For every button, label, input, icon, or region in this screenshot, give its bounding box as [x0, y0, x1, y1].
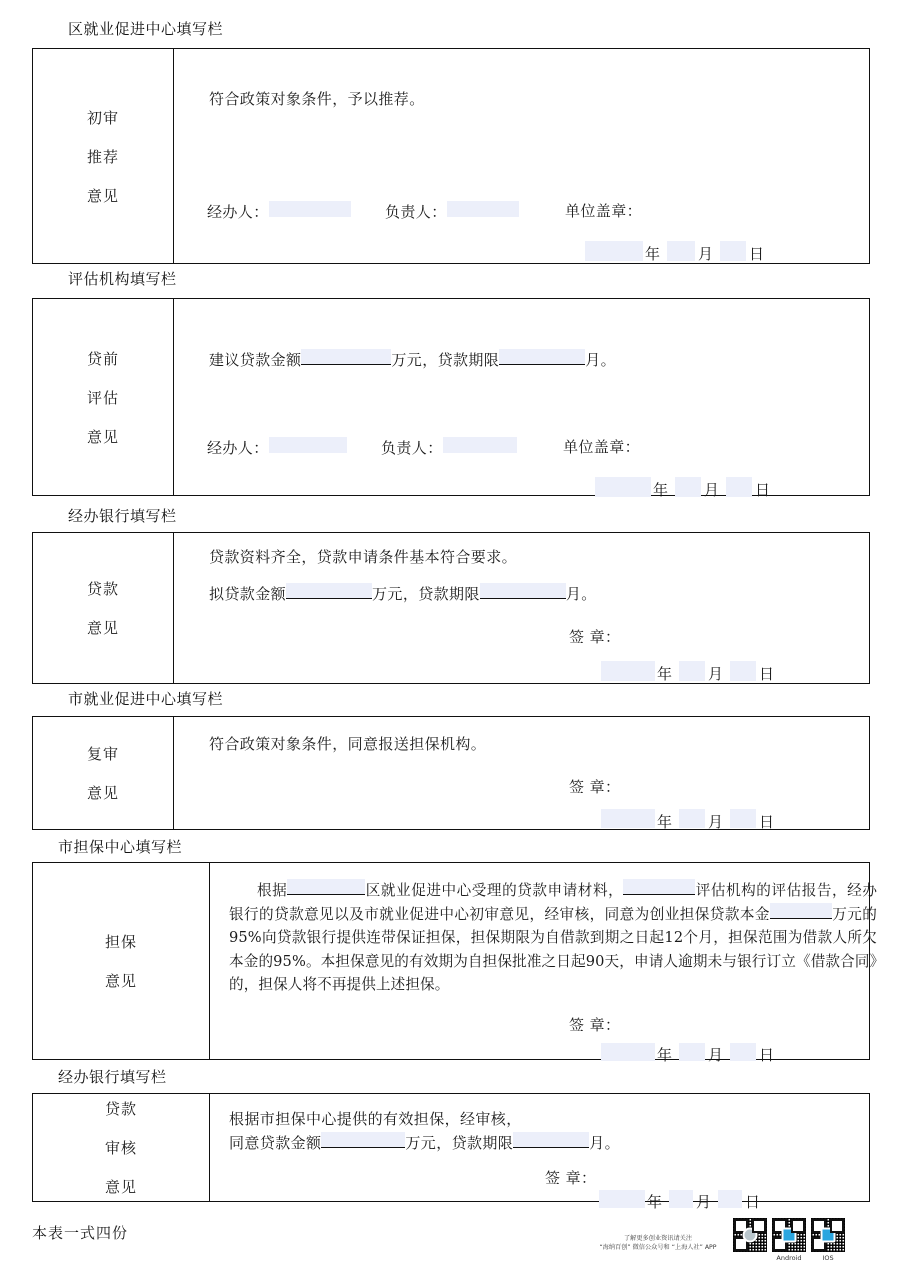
section-box-assessment-agency — [32, 298, 870, 499]
seal-label: 签 章： — [569, 1016, 621, 1034]
day-label: 日 — [759, 665, 775, 683]
guarantee-text-part4: 万元的95%向贷款银行提供连带保证担保，担保期限为自借款到期之日起12个月，担保范围为借款人所欠本金的95%。本担保意见的有效期为自担保批准之日起90天，申请人逾期未与银行订立《借款合同》的，担保人将不再提供上述担保。 — [229, 905, 877, 993]
operator-label: 经办人： — [207, 439, 269, 457]
qr-label-ios: IOS — [822, 1254, 834, 1262]
label-line: 评估 — [86, 388, 119, 407]
operator-input[interactable] — [269, 437, 347, 453]
approved-amount-unit: 万元，贷款期限 — [405, 1134, 514, 1152]
label-line: 意见 — [104, 1178, 137, 1196]
assessment-agency-input[interactable] — [623, 879, 695, 895]
section-box-city-guarantee-center — [32, 862, 878, 1064]
label-column-re-review — [33, 717, 173, 829]
proposed-amount-input[interactable] — [286, 583, 372, 599]
label-line: 初审 — [86, 108, 119, 127]
month-input[interactable] — [675, 477, 701, 497]
section-heading-handling-bank-opinion: 经办银行填写栏 — [68, 507, 177, 525]
label-column-initial-review — [33, 49, 173, 263]
day-label: 日 — [749, 245, 765, 263]
year-input[interactable] — [601, 1043, 655, 1061]
qr-label-android: Android — [776, 1254, 802, 1262]
approved-amount-prefix: 同意贷款金额 — [229, 1134, 322, 1152]
approved-amount-suffix: 月。 — [589, 1134, 621, 1152]
proposed-amount-prefix: 拟贷款金额 — [209, 585, 287, 603]
day-label: 日 — [745, 1193, 761, 1211]
seal-label: 签 章： — [569, 628, 621, 646]
month-input[interactable] — [679, 809, 705, 828]
unit-seal-label: 单位盖章： — [563, 438, 641, 456]
manager-input[interactable] — [447, 201, 519, 217]
section-heading-district-employment-center: 区就业促进中心填写栏 — [68, 20, 224, 38]
opinion-text-loan: 贷款资料齐全，贷款申请条件基本符合要求。 — [209, 548, 518, 566]
label-line: 担保 — [104, 933, 137, 951]
day-input[interactable] — [718, 1190, 742, 1208]
day-label: 日 — [759, 813, 775, 831]
guarantee-principal-input[interactable] — [770, 903, 832, 919]
section-heading-city-guarantee-center: 市担保中心填写栏 — [58, 838, 183, 856]
label-line: 意见 — [86, 427, 119, 446]
android-app-qr-icon[interactable] — [772, 1218, 806, 1252]
month-input[interactable] — [679, 1043, 705, 1061]
proposed-amount-suffix: 月。 — [565, 585, 597, 603]
manager-field-group — [381, 437, 517, 458]
month-label: 月 — [708, 813, 724, 831]
qr-item-wechat[interactable] — [733, 1218, 767, 1254]
column-divider — [173, 533, 174, 683]
district-name-input[interactable] — [287, 879, 365, 895]
label-column-loan-final-review — [33, 1094, 209, 1201]
seal-label: 签 章： — [545, 1169, 597, 1187]
label-line: 意见 — [104, 972, 137, 990]
year-input[interactable] — [595, 477, 651, 497]
day-input[interactable] — [720, 241, 746, 261]
column-divider — [173, 49, 174, 263]
proposed-amount-line — [209, 583, 597, 604]
loan-term-input[interactable] — [499, 349, 585, 365]
guarantee-text-part1: 根据 — [257, 882, 288, 899]
unit-seal-label: 单位盖章： — [565, 202, 643, 220]
seal-label: 签 章： — [569, 778, 621, 796]
promo-line-1: 了解更多创业资讯请关注 — [623, 1235, 693, 1242]
ios-app-qr-icon[interactable] — [811, 1218, 845, 1252]
month-input[interactable] — [669, 1190, 693, 1208]
month-label: 月 — [704, 481, 720, 499]
month-label: 月 — [698, 245, 714, 263]
guarantee-opinion-paragraph — [229, 879, 877, 997]
label-line: 意见 — [86, 186, 119, 205]
section-box-handling-bank-final-review — [32, 1093, 870, 1211]
copies-note: 本表一式四份 — [32, 1224, 129, 1242]
operator-field-group — [207, 201, 351, 222]
day-label: 日 — [755, 481, 771, 499]
opinion-text-final-review: 根据市担保中心提供的有效担保，经审核， — [229, 1110, 522, 1128]
label-line: 贷前 — [86, 349, 119, 368]
manager-label: 负责人： — [385, 203, 447, 221]
suggested-amount-unit: 万元，贷款期限 — [391, 351, 500, 369]
label-column-pre-loan-assessment — [33, 299, 173, 495]
month-input[interactable] — [667, 241, 695, 261]
year-input[interactable] — [599, 1190, 645, 1208]
section-box-district-employment-center — [32, 48, 870, 264]
approved-amount-line — [229, 1132, 620, 1153]
day-input[interactable] — [730, 809, 756, 828]
proposed-amount-unit: 万元，贷款期限 — [372, 585, 480, 603]
year-label: 年 — [647, 1193, 663, 1211]
manager-field-group — [385, 201, 519, 222]
column-divider — [209, 863, 210, 1059]
suggested-amount-line — [209, 349, 616, 370]
year-label: 年 — [657, 665, 673, 683]
guarantee-text-part3: 评估机构的评估报告，经办银行的贷款意见以及市就业促进中心初审意见，经审核，同意为创业担保贷款本金 — [229, 882, 878, 923]
year-input[interactable] — [585, 241, 643, 261]
label-column-guarantee-opinion — [33, 863, 209, 1059]
promo-text-block — [588, 1234, 728, 1252]
suggested-amount-suffix: 月。 — [585, 351, 617, 369]
wechat-official-qr-icon[interactable] — [733, 1218, 767, 1252]
month-label: 月 — [708, 1046, 724, 1064]
label-line: 贷款 — [86, 580, 119, 598]
approved-amount-input[interactable] — [321, 1132, 405, 1148]
section-heading-assessment-agency: 评估机构填写栏 — [68, 270, 177, 288]
qr-center-logo — [743, 1228, 758, 1243]
section-box-city-employment-center — [32, 716, 870, 830]
label-line: 意见 — [86, 619, 119, 637]
year-input[interactable] — [601, 661, 655, 681]
year-label: 年 — [653, 481, 669, 499]
day-input[interactable] — [730, 661, 756, 681]
loan-term-input[interactable] — [480, 583, 566, 599]
operator-field-group — [207, 437, 347, 458]
month-label: 月 — [696, 1193, 712, 1211]
opinion-text-re-review: 符合政策对象条件，同意报送担保机构。 — [209, 735, 487, 753]
year-input[interactable] — [601, 809, 655, 828]
guarantee-text-part2: 区就业促进中心受理的贷款申请材料， — [365, 882, 624, 899]
section-heading-city-employment-center: 市就业促进中心填写栏 — [68, 690, 224, 708]
promo-line-2: “海纳百创” 微信公众号和 “上海人社” APP — [599, 1244, 717, 1251]
label-line: 复审 — [86, 745, 119, 763]
qr-item-android[interactable] — [772, 1218, 806, 1262]
day-input[interactable] — [730, 1043, 756, 1061]
opinion-text-initial-review: 符合政策对象条件，予以推荐。 — [209, 90, 425, 108]
column-divider — [173, 717, 174, 829]
month-input[interactable] — [679, 661, 705, 681]
label-line: 审核 — [104, 1139, 137, 1157]
manager-label: 负责人： — [381, 439, 443, 457]
label-line: 贷款 — [104, 1100, 137, 1118]
suggested-amount-prefix: 建议贷款金额 — [209, 351, 302, 369]
year-label: 年 — [657, 813, 673, 831]
label-line: 意见 — [86, 784, 119, 802]
year-label: 年 — [657, 1046, 673, 1064]
manager-input[interactable] — [443, 437, 517, 453]
operator-input[interactable] — [269, 201, 351, 217]
qr-center-logo — [821, 1228, 836, 1243]
section-heading-handling-bank-final-review: 经办银行填写栏 — [58, 1068, 167, 1086]
label-column-loan-opinion — [33, 533, 173, 683]
month-label: 月 — [708, 665, 724, 683]
day-input[interactable] — [726, 477, 752, 497]
qr-item-ios[interactable] — [811, 1218, 845, 1262]
section-box-handling-bank-opinion — [32, 532, 870, 684]
year-label: 年 — [645, 245, 661, 263]
column-divider — [209, 1094, 210, 1201]
column-divider — [173, 299, 174, 495]
operator-label: 经办人： — [207, 203, 269, 221]
day-label: 日 — [759, 1046, 775, 1064]
suggested-amount-input[interactable] — [301, 349, 391, 365]
qr-center-logo — [782, 1228, 797, 1243]
loan-term-input[interactable] — [513, 1132, 589, 1148]
qr-code-group — [733, 1218, 845, 1262]
label-line: 推荐 — [86, 147, 119, 166]
